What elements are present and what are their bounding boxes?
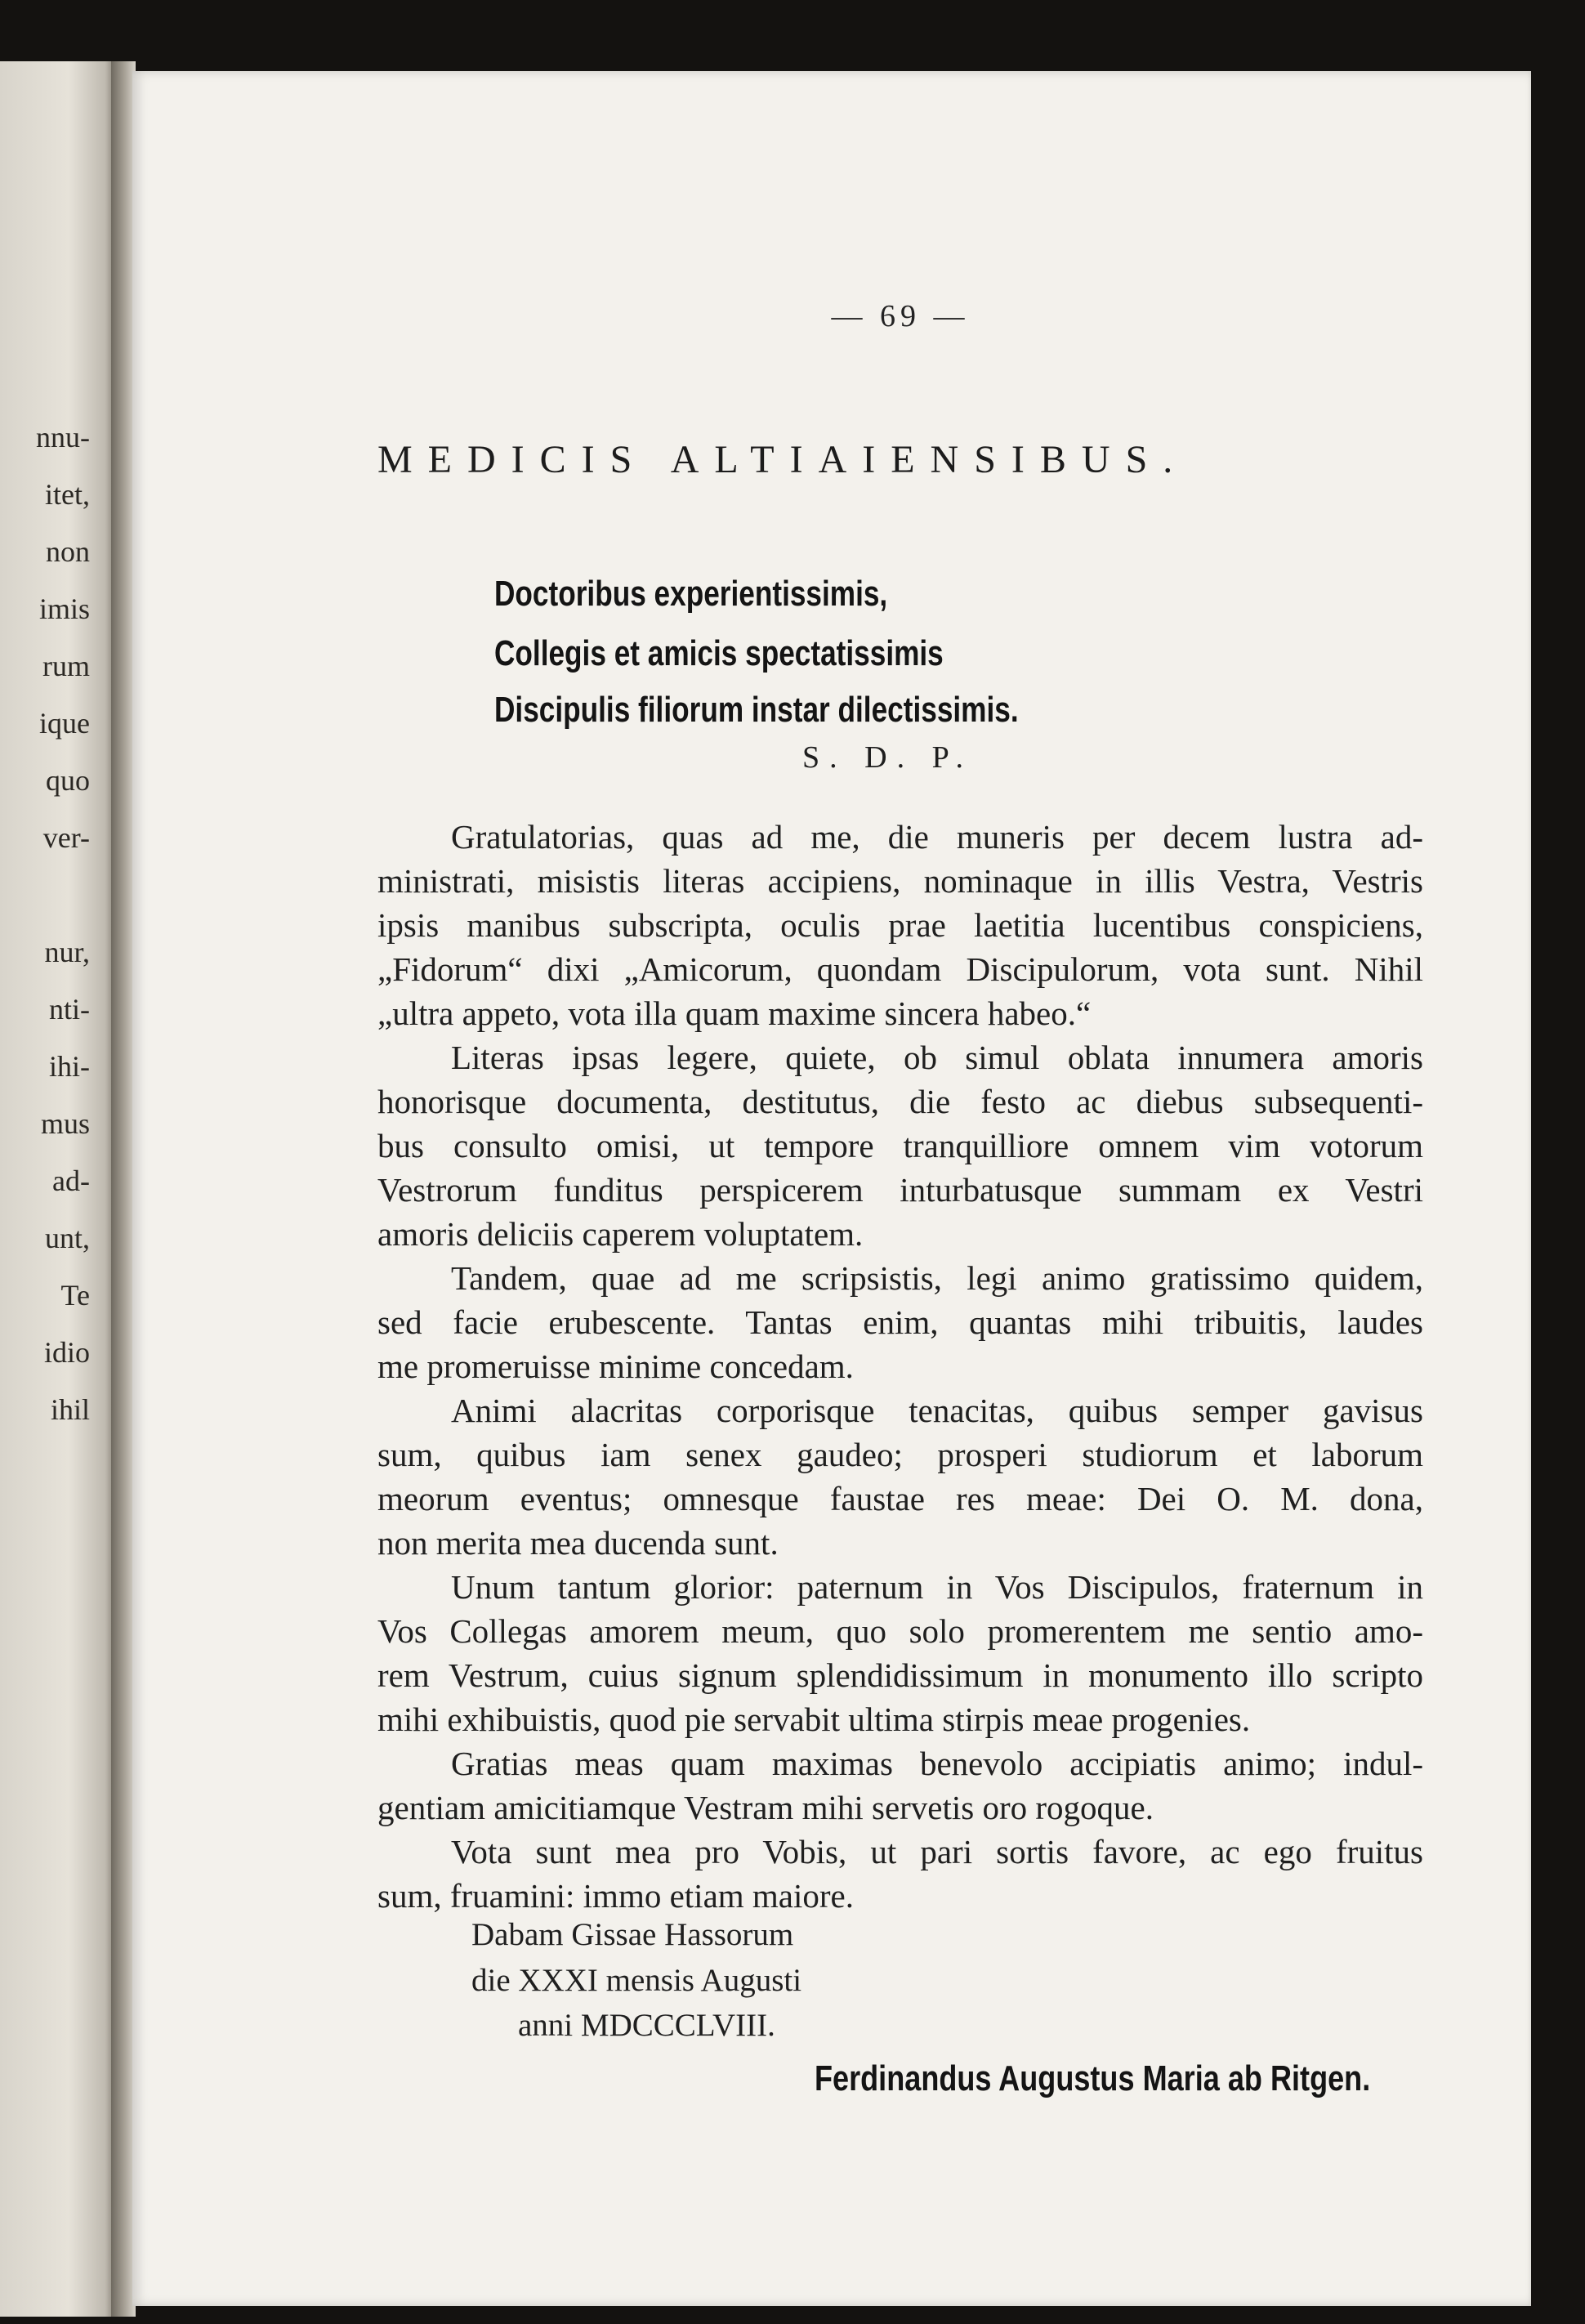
dedication-line: Discipulis filiorum instar dilectissimis.: [494, 690, 1019, 730]
body-line: Gratias meas quam maximas benevolo accipiatis animo; indul-: [451, 1745, 1423, 1782]
left-fragment: nnu-: [36, 421, 90, 454]
left-fragment: nti-: [49, 993, 90, 1026]
body-line: „ultra appeto, vota illa quam maxime sincera habeo.“: [377, 994, 1092, 1032]
left-fragment: nur,: [44, 936, 90, 968]
body-line: Vestrorum funditus perspicerem inturbatusque summam ex Vestri: [377, 1171, 1423, 1209]
left-fragment: rum: [42, 650, 90, 682]
body-line: Vota sunt mea pro Vobis, ut pari sortis favore, ac ego fruitus: [451, 1833, 1423, 1870]
body-line: Unum tantum glorior: paternum in Vos Discipulos, fraternum in: [451, 1568, 1423, 1606]
closing-line: die XXXI mensis Augusti: [471, 1963, 802, 1998]
body-line: sum, quibus iam senex gaudeo; prosperi studiorum et laborum: [377, 1436, 1423, 1473]
body-line: gentiam amicitiamque Vestram mihi servetis oro rogoque.: [377, 1789, 1154, 1826]
body-line: sum, fruamini: immo etiam maiore.: [377, 1877, 854, 1915]
left-fragment: imis: [38, 592, 90, 625]
left-fragment: ver-: [42, 821, 90, 854]
body-line: „Fidorum“ dixi „Amicorum, quondam Discipulorum, vota sunt. Nihil: [377, 950, 1423, 988]
dedication-line: Collegis et amicis spectatissimis: [494, 633, 944, 673]
closing-line: anni MDCCCLVIII.: [518, 2008, 775, 2043]
body-line: ipsis manibus subscripta, oculis prae laetitia lucentibus conspiciens,: [377, 906, 1423, 944]
body-line: amoris deliciis caperem voluptatem.: [377, 1215, 864, 1253]
body-line: Animi alacritas corporisque tenacitas, quibus semper gavisus: [451, 1392, 1423, 1429]
signature: Ferdinandus Augustus Maria ab Ritgen.: [815, 2058, 1371, 2098]
left-page-text-fragments: [0, 409, 114, 1438]
salutation: S. D. P.: [802, 740, 973, 775]
body-line: Vos Collegas amorem meum, quo solo promerentem me sentio amo-: [377, 1612, 1423, 1650]
body-line: Literas ipsas legere, quiete, ob simul oblata innumera amoris: [451, 1039, 1423, 1076]
body-line: Gratulatorias, quas ad me, die muneris per decem lustra ad-: [451, 818, 1423, 856]
body-line: non merita mea ducenda sunt.: [377, 1524, 779, 1562]
left-fragment: Te: [60, 1279, 90, 1312]
left-fragment: unt,: [44, 1222, 90, 1254]
left-page-edge: [0, 61, 114, 2317]
dedication-line: Doctoribus experientissimis,: [494, 574, 888, 614]
page: [132, 71, 1531, 2306]
left-fragment: mus: [40, 1107, 90, 1140]
left-fragment: ique: [39, 707, 90, 740]
closing-line: Dabam Gissae Hassorum: [471, 1917, 794, 1952]
left-fragment: non: [46, 535, 90, 568]
body-line: ministrati, misistis literas accipiens, nominaque in illis Vestra, Vestris: [377, 862, 1423, 900]
left-fragment: itet,: [45, 478, 90, 511]
left-fragment: ihi-: [49, 1050, 90, 1083]
body-line: Tandem, quae ad me scripsistis, legi animo gratissimo quidem,: [451, 1259, 1423, 1297]
body-line: mihi exhibuistis, quod pie servabit ultima stirpis meae progenies.: [377, 1701, 1251, 1738]
body-line: bus consulto omisi, ut tempore tranquilliore omnem vim votorum: [377, 1127, 1423, 1164]
page-number: — 69 —: [831, 299, 970, 333]
body-line: me promeruisse minime concedam.: [377, 1347, 854, 1385]
left-fragment: quo: [46, 764, 90, 797]
page-heading: MEDICIS ALTIAIENSIBUS.: [377, 438, 1189, 481]
body-line: rem Vestrum, cuius signum splendidissimum in monumento illo scripto: [377, 1656, 1423, 1694]
body-line: sed facie erubescente. Tantas enim, quantas mihi tribuitis, laudes: [377, 1303, 1423, 1341]
left-fragment: ihil: [50, 1393, 90, 1426]
body-line: honorisque documenta, destitutus, die festo ac diebus subsequenti-: [377, 1083, 1423, 1120]
body-line: meorum eventus; omnesque faustae res meae: Dei O. M. dona,: [377, 1480, 1423, 1517]
left-fragment: idio: [43, 1336, 90, 1369]
left-fragment: ad-: [52, 1164, 90, 1197]
left-fragment: [0, 866, 114, 923]
